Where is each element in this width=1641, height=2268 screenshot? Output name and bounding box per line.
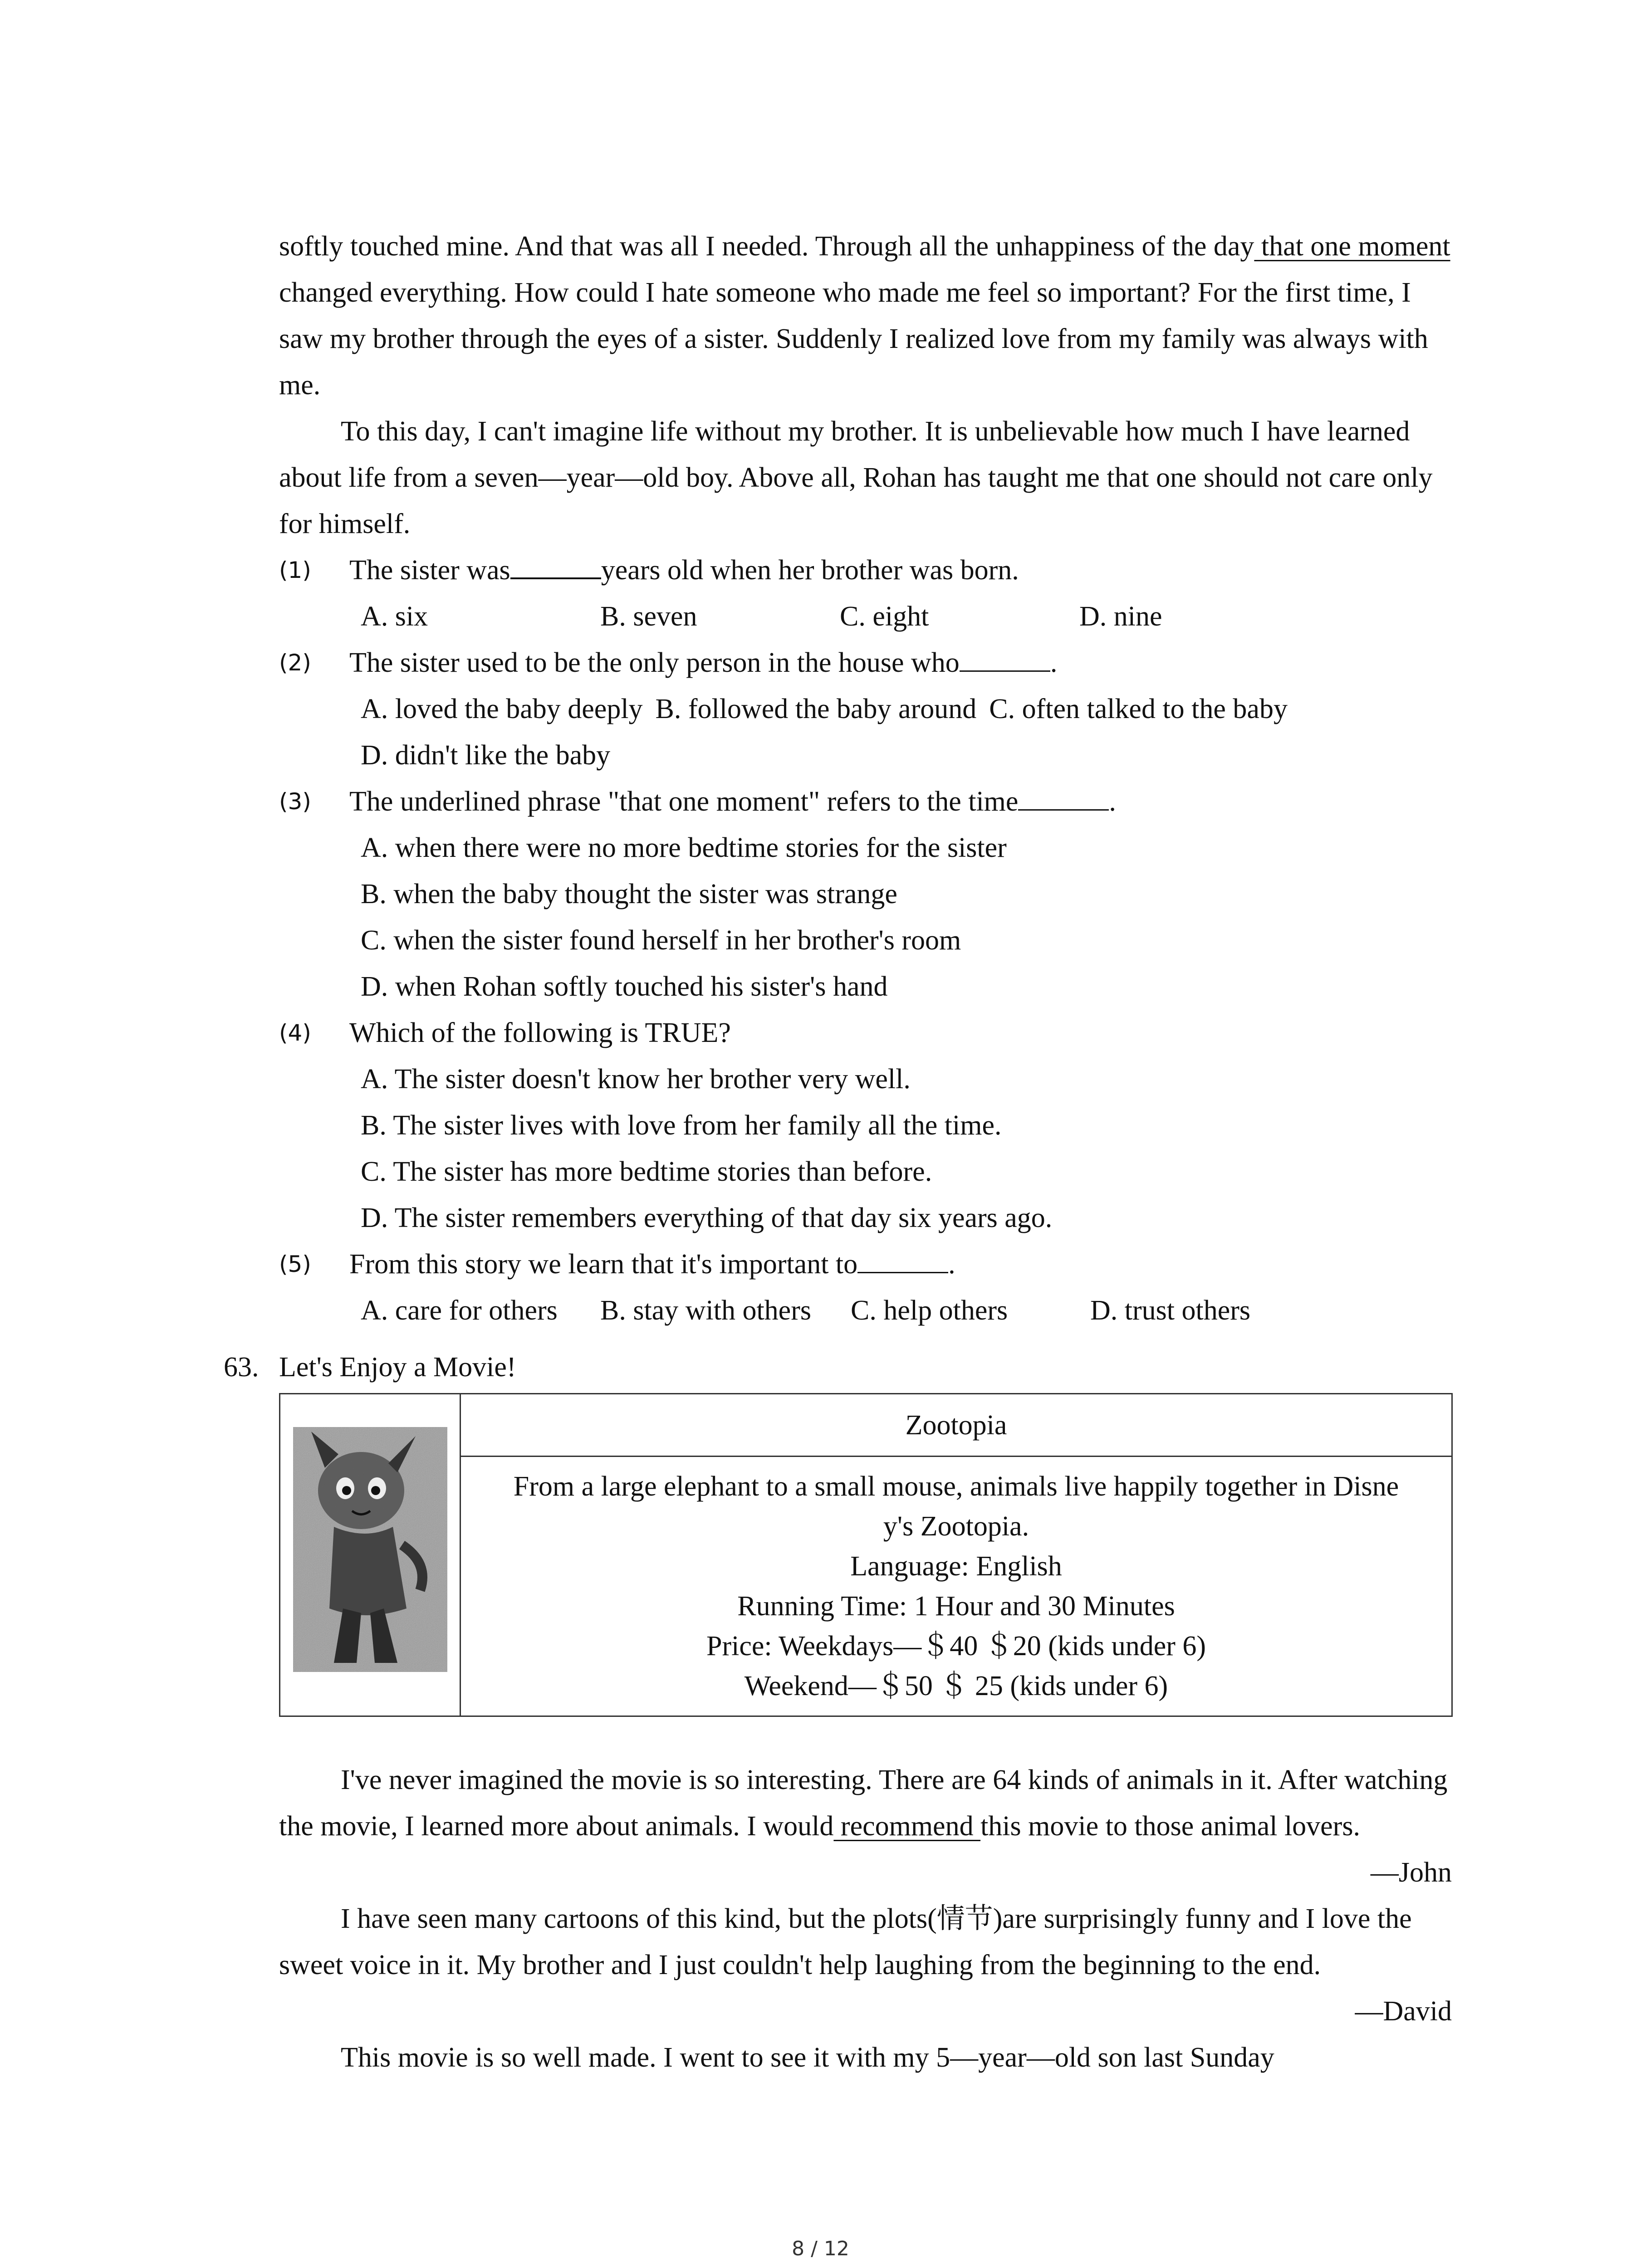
question-stem: Which of the following is TRUE? (349, 1017, 731, 1048)
options-3 (279, 825, 1452, 1010)
options-2 (279, 686, 1452, 778)
option: D. nine (1079, 601, 1162, 632)
movie-image-cell (280, 1394, 460, 1716)
question-stem: years old when her brother was born. (601, 555, 1019, 586)
question-stem: The sister used to be the only person in the house who (349, 647, 960, 678)
question-stem: . (1050, 647, 1058, 678)
options-4 (279, 1056, 1452, 1241)
passage-text: softly touched mine. And that was all I needed. Through all the unhappiness of the day (279, 231, 1254, 262)
movie-title-cell: Zootopia (460, 1394, 1452, 1457)
option: C. when the sister found herself in her brother's room (361, 925, 961, 956)
option: D. when Rohan softly touched his sister's hand (361, 971, 888, 1002)
option: A. when there were no more bedtime stories for the sister (361, 832, 1007, 863)
review-signature: —John (1370, 1857, 1452, 1888)
review-text: I've never imagined the movie is so interesting. There are 64 kinds of animals in it. After watching the movie, I learned more about animals. I would (279, 1765, 1448, 1842)
question-stem: . (1109, 786, 1116, 817)
section-title: Let's Enjoy a Movie! (279, 1352, 516, 1383)
movie-running-time: Running Time: 1 Hour and 30 Minutes (737, 1591, 1175, 1622)
question-4 (279, 1010, 1452, 1056)
answer-blank (960, 647, 1050, 672)
section-63-heading (224, 1344, 1452, 1390)
movie-poster-image (293, 1427, 447, 1672)
question-number: (1) (279, 557, 311, 583)
question-5 (279, 1241, 1452, 1287)
passage-paragraph: To this day, I can't imagine life without my brother. It is unbelievable how much I have learned about life from a seven—year—old boy. Above all, Rohan has taught me that one should not care only for himself. (279, 416, 1433, 539)
movie-language: Language: English (850, 1551, 1062, 1582)
passage-paragraph (279, 223, 1452, 408)
option: A. loved the baby deeply (361, 694, 643, 724)
option: B. followed the baby around (655, 694, 977, 724)
movie-info-table (279, 1393, 1453, 1717)
movie-details-cell (460, 1457, 1452, 1716)
option: B. The sister lives with love from her family all the time. (361, 1110, 1002, 1141)
option: B. seven (600, 601, 697, 632)
option: B. when the baby thought the sister was strange (361, 879, 897, 909)
question-stem: The sister was (349, 555, 510, 586)
question-number: (5) (279, 1251, 311, 1277)
option: B. stay with others (600, 1295, 811, 1326)
review-signature: —David (1355, 1996, 1452, 2027)
movie-price-weekend: Weekend—＄50 ＄ 25 (kids under 6) (744, 1671, 1168, 1701)
page-number: 8 / 12 (792, 2237, 849, 2260)
question-1 (279, 547, 1452, 593)
option: D. didn't like the baby (361, 740, 611, 771)
movie-price-weekdays: Price: Weekdays—＄40 ＄20 (kids under 6) (706, 1631, 1206, 1662)
review-text: this movie to those animal lovers. (980, 1811, 1360, 1842)
answer-blank (857, 1248, 948, 1273)
option: C. often talked to the baby (989, 694, 1288, 724)
option: D. trust others (1090, 1295, 1251, 1326)
option: A. care for others (361, 1295, 558, 1326)
passage-text: changed everything. How could I hate someone who made me feel so important? For the first time, I saw my brother through the eyes of a sister. Suddenly I realized love from my family was always with me. (279, 277, 1428, 401)
question-number: (2) (279, 650, 311, 676)
movie-description: y's Zootopia. (883, 1511, 1029, 1542)
underlined-word: recommend (833, 1811, 981, 1842)
option: A. six (361, 601, 428, 632)
review-third: This movie is so well made. I went to see it with my 5—year—old son last Sunday (341, 2042, 1274, 2073)
options-1 (279, 593, 1452, 640)
answer-blank (1018, 786, 1109, 811)
question-stem: . (948, 1249, 955, 1280)
answer-blank (510, 554, 601, 579)
option: A. The sister doesn't know her brother very well. (361, 1064, 911, 1095)
question-stem: The underlined phrase "that one moment" refers to the time (349, 786, 1019, 817)
passage-block (279, 223, 1452, 1334)
question-3 (279, 778, 1452, 825)
reviews-block (279, 1757, 1452, 2081)
section-number: 63. (224, 1352, 259, 1383)
review-david: I have seen many cartoons of this kind, but the plots(情节)are surprisingly funny and I love the sweet voice in it. My brother and I just couldn't help laughing from the beginning to the end. (279, 1903, 1412, 1980)
question-number: (3) (279, 788, 311, 815)
question-stem: From this story we learn that it's important to (349, 1249, 858, 1280)
option: C. eight (840, 601, 929, 632)
question-number: (4) (279, 1020, 311, 1046)
underlined-phrase: that one moment (1254, 231, 1450, 262)
option: D. The sister remembers everything of that day six years ago. (361, 1202, 1053, 1233)
option: C. The sister has more bedtime stories than before. (361, 1156, 932, 1187)
question-2 (279, 640, 1452, 686)
option: C. help others (851, 1295, 1008, 1326)
movie-description: From a large elephant to a small mouse, animals live happily together in Disne (513, 1471, 1399, 1502)
options-5 (279, 1287, 1452, 1334)
review-john (279, 1757, 1452, 1849)
